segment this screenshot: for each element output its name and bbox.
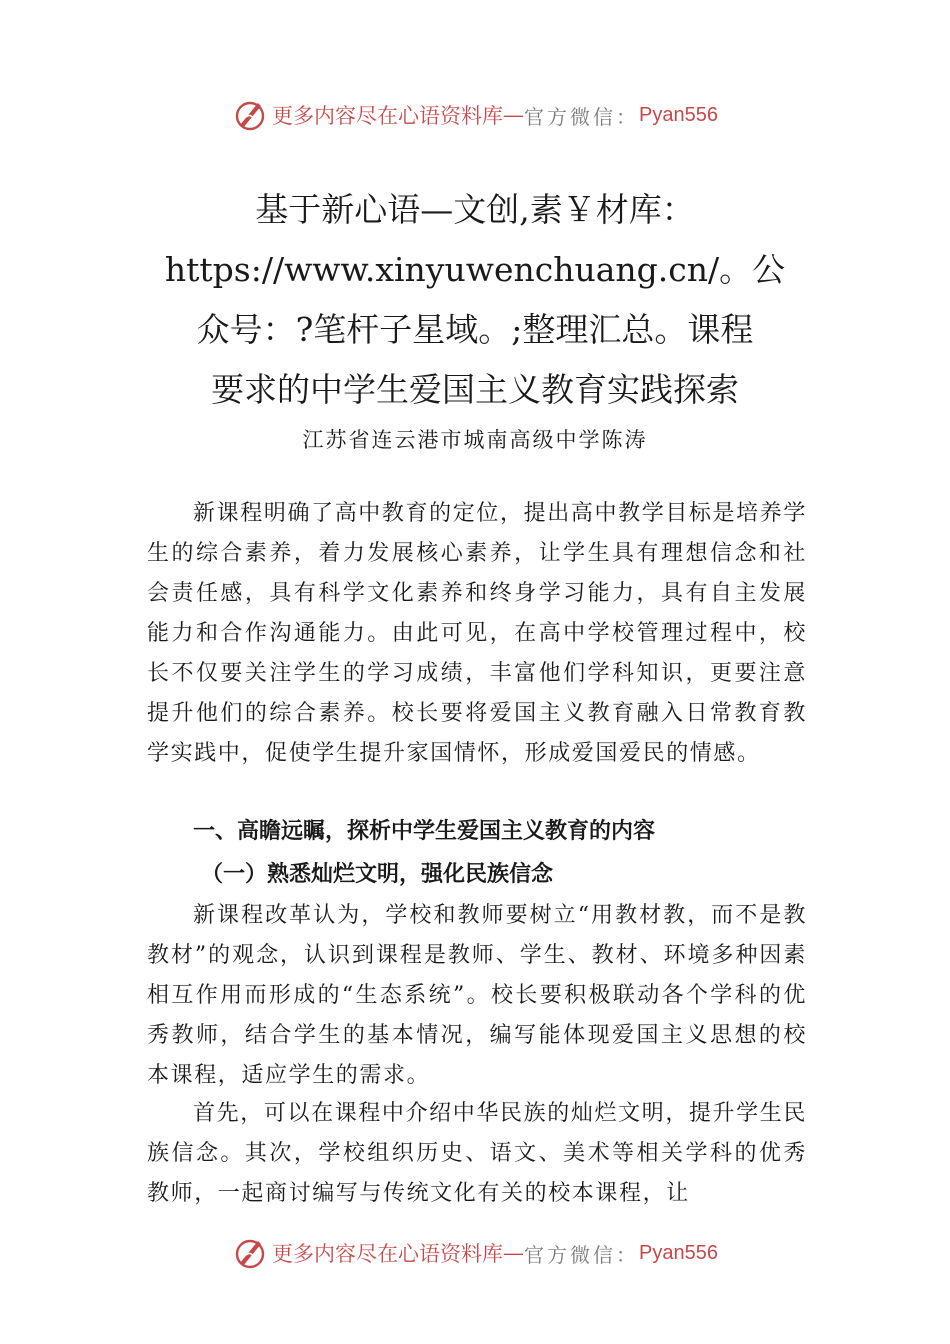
title-line-3: 众号：?笔杆子星域。;整理汇总。课程 [196, 310, 754, 349]
paragraph-2 [147, 896, 807, 1096]
paragraph-text: 新课程明确了高中教育的定位，提出高中教学目标是培养学生的综合素养，着力发展核心素养，让学生具有理想信念和社会责任感，具有科学文化素养和终身学习能力，具有自主发展能力和合作沟通能力。由此可见，在高中学校管理过程中，校长不仅要关注学生的学习成绩，丰富他们学科知识，更要注意提升他们的综合素养。校长要将爱国主义教育融入日常教育教学实践中，促使学生提升家国情怀，形成爱国爱民的情感。 [147, 501, 807, 766]
banner-wechat-label: 官方微信： [524, 104, 640, 129]
document-title [150, 180, 800, 420]
banner-wechat-id: Pyan556 [639, 103, 718, 126]
section-heading-1: 一、高瞻远瞩，探析中学生爱国主义教育的内容 [193, 819, 656, 844]
banner-wechat-id: Pyan556 [639, 1241, 718, 1264]
banner-wechat-label: 官方微信： [524, 1242, 640, 1267]
banner-dash: — [503, 103, 525, 127]
banner-content [232, 1235, 718, 1271]
title-line-1: 基于新心语—文创,素￥材库： [255, 190, 695, 229]
pen-seal-icon [232, 97, 268, 133]
title-line-2: https://www.xinyuwenchuang.cn/。公 [164, 250, 786, 289]
paragraph-3 [147, 1094, 807, 1214]
pen-seal-icon [232, 1235, 268, 1271]
banner-text: 更多内容尽在心语资料库 [272, 1242, 504, 1266]
banner-content [232, 97, 718, 133]
banner-text: 更多内容尽在心语资料库 [272, 104, 504, 128]
title-line-4: 要求的中学生爱国主义教育实践探索 [211, 370, 739, 409]
paragraph-text: 首先，可以在课程中介绍中华民族的灿烂文明，提升学生民族信念。其次，学校组织历史、语文、美术等相关学科的优秀教师，一起商讨编写与传统文化有关的校本课程，让 [147, 1101, 807, 1206]
paragraph-text: 新课程改革认为，学校和教师要树立“用教材教，而不是教教材”的观念，认识到课程是教师、学生、教材、环境多种因素相互作用而形成的“生态系统”。校长要积极联动各个学科的优秀教师，结合学生的基本情况，编写能体现爱国主义思想的校本课程，适应学生的需求。 [147, 903, 807, 1088]
author-line: 江苏省连云港市城南高级中学陈涛 [302, 428, 648, 452]
banner-dash: — [503, 1241, 525, 1265]
header-banner [0, 95, 950, 135]
subsection-heading-1: （一）熟悉灿烂文明，强化民族信念 [201, 862, 554, 887]
paragraph-1 [147, 494, 807, 774]
footer-banner [0, 1233, 950, 1273]
